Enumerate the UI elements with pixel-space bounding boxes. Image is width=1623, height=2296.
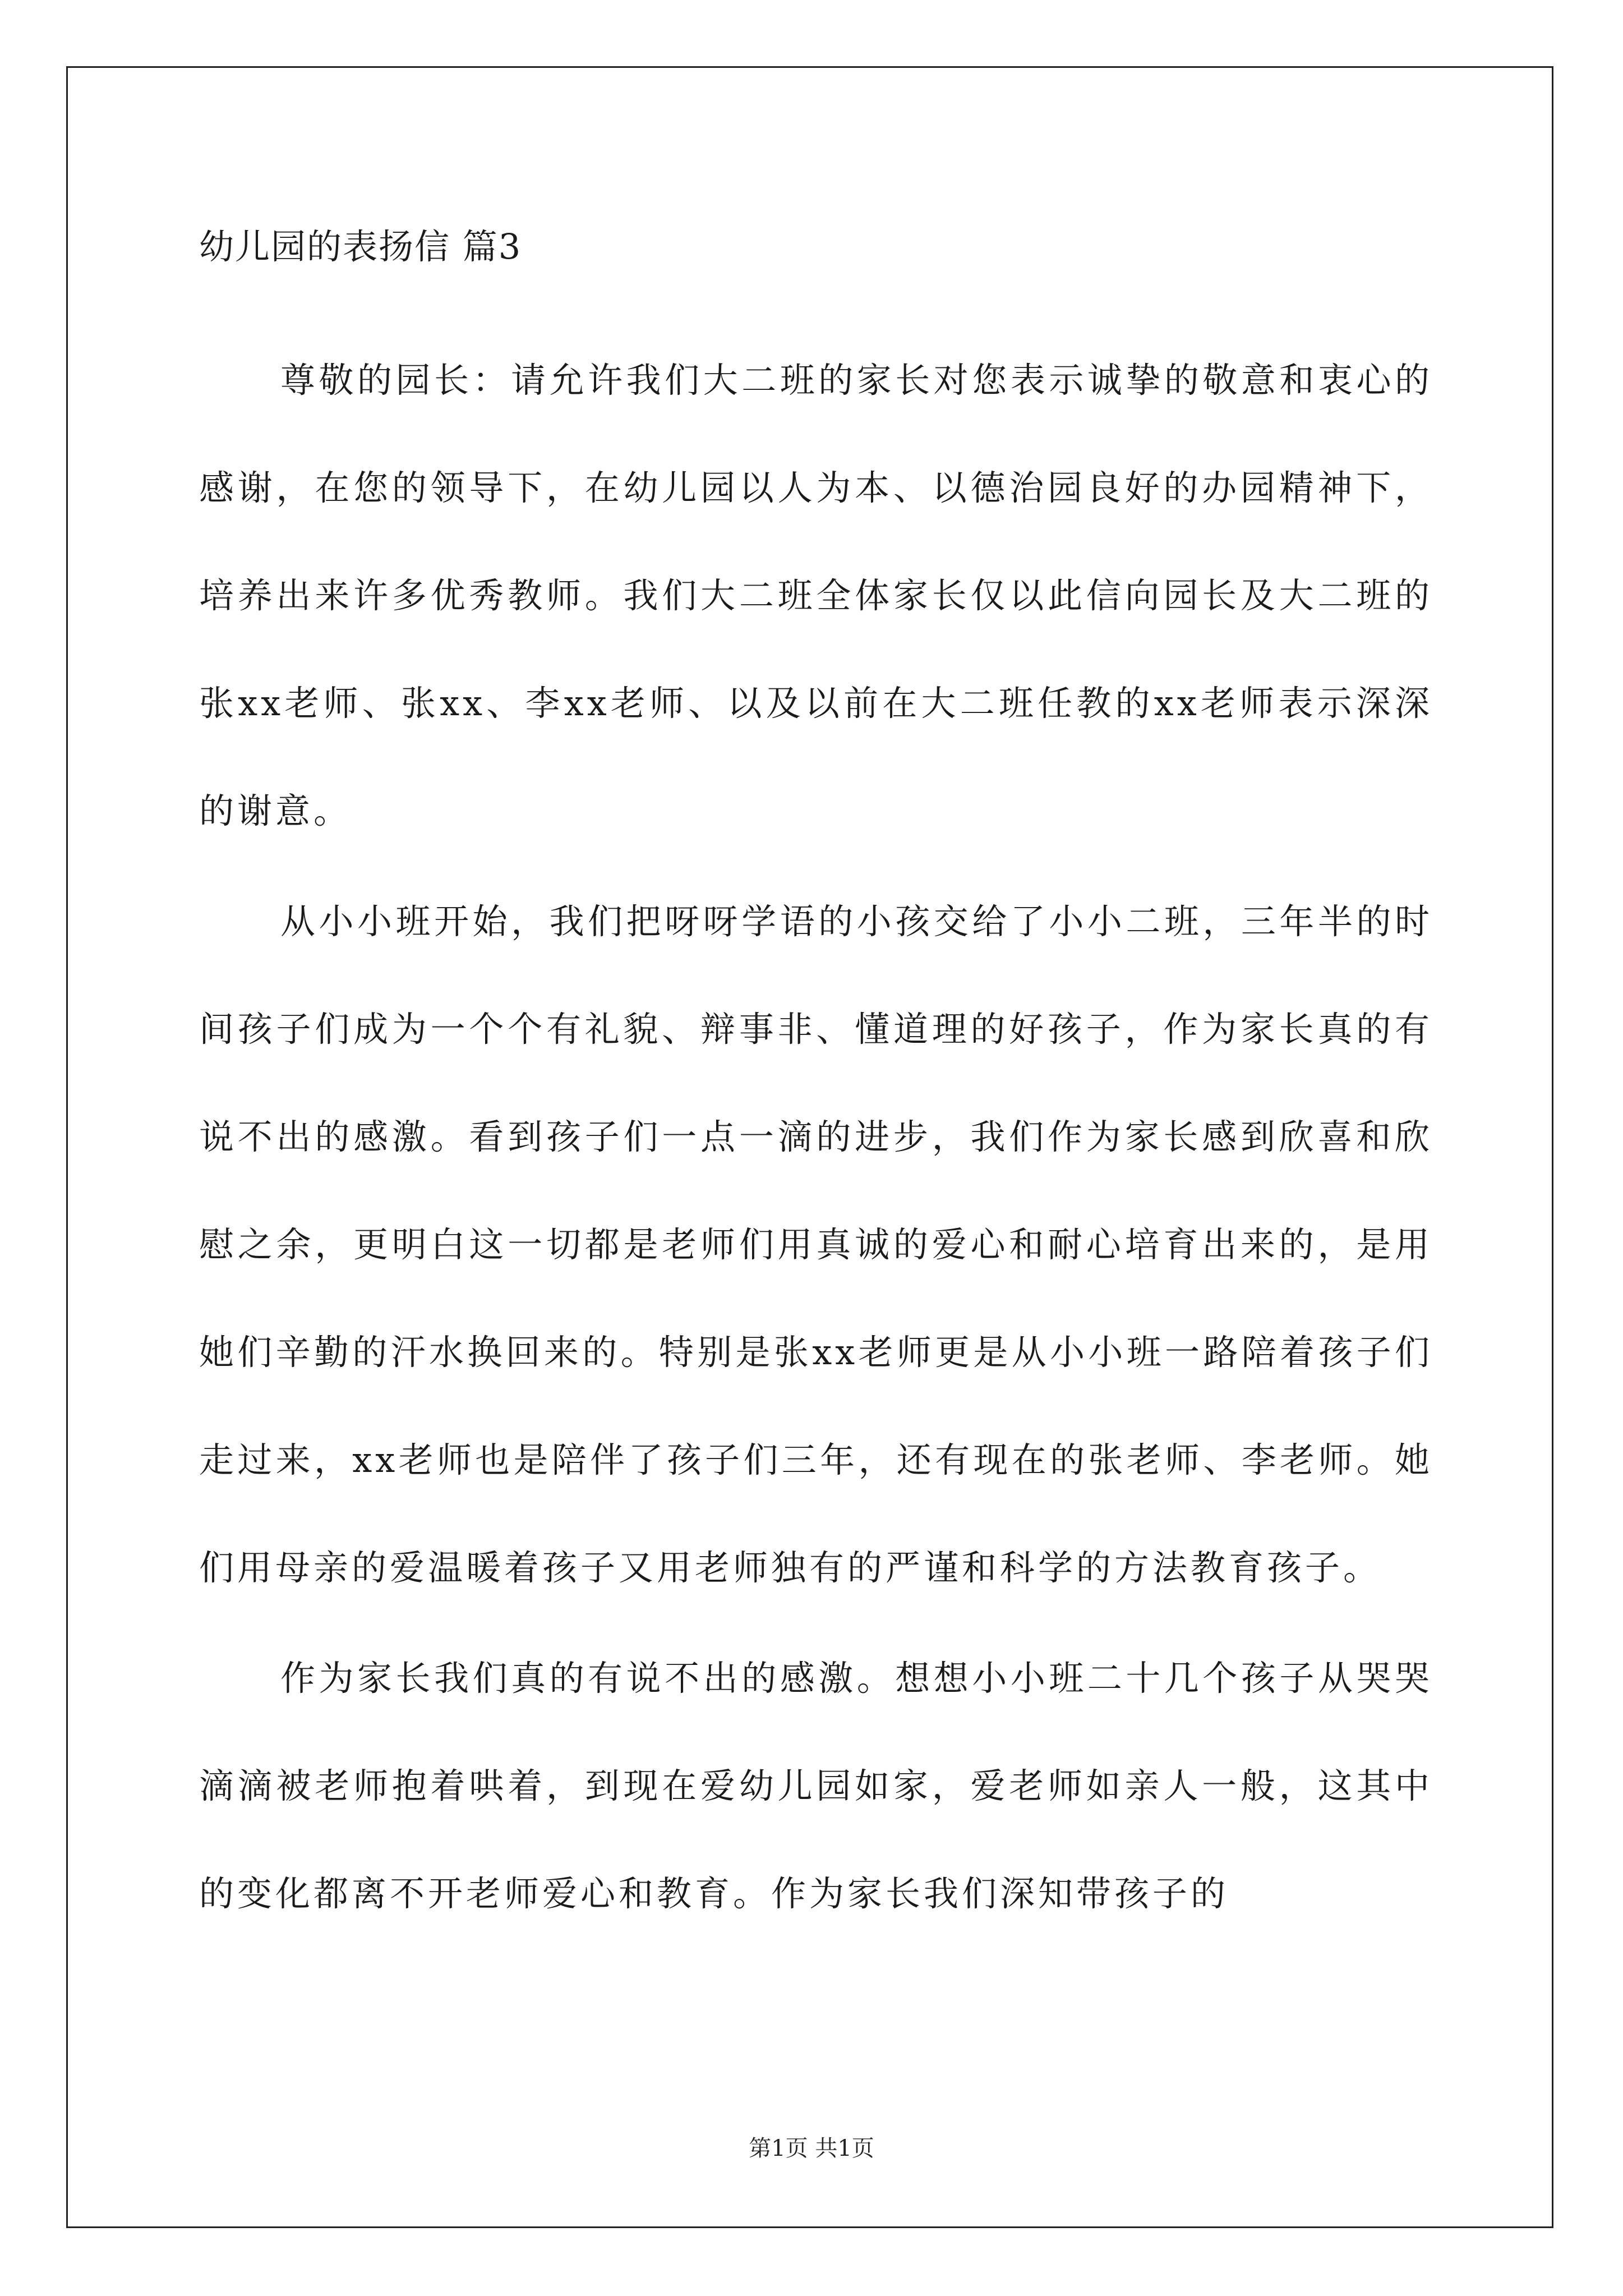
page-footer: 第1页 共1页	[749, 2136, 874, 2161]
document-body	[199, 219, 1433, 1950]
paragraph-1: 尊敬的园长：请允许我们大二班的家长对您表示诚挚的敬意和衷心的感谢，在您的领导下，在幼儿园以人为本、以德治园良好的办园精神下，培养出来许多优秀教师。我们大二班全体家长仅以此信向园长及大二班的张xx老师、张xx、李xx老师、以及以前在大二班任教的xx老师表示深深的谢意。	[199, 360, 1433, 831]
paragraph-2: 从小小班开始，我们把呀呀学语的小孩交给了小小二班，三年半的时间孩子们成为一个个有礼貌、辩事非、懂道理的好孩子，作为家长真的有说不出的感激。看到孩子们一点一滴的进步，我们作为家长感到欣喜和欣慰之余，更明白这一切都是老师们用真诚的爱心和耐心培育出来的，是用她们辛勤的汗水换回来的。特别是张xx老师更是从小小班一路陪着孩子们走过来，xx老师也是陪伴了孩子们三年，还有现在的张老师、李老师。她们用母亲的爱温暖着孩子又用老师独有的严谨和科学的方法教育孩子。	[199, 901, 1433, 1588]
document-title: 幼儿园的表扬信 篇3	[199, 226, 522, 267]
paragraph-3: 作为家长我们真的有说不出的感激。想想小小班二十几个孩子从哭哭滴滴被老师抱着哄着，到现在爱幼儿园如家，爱老师如亲人一般，这其中的变化都离不开老师爱心和教育。作为家长我们深知带孩子的	[199, 1658, 1433, 1914]
